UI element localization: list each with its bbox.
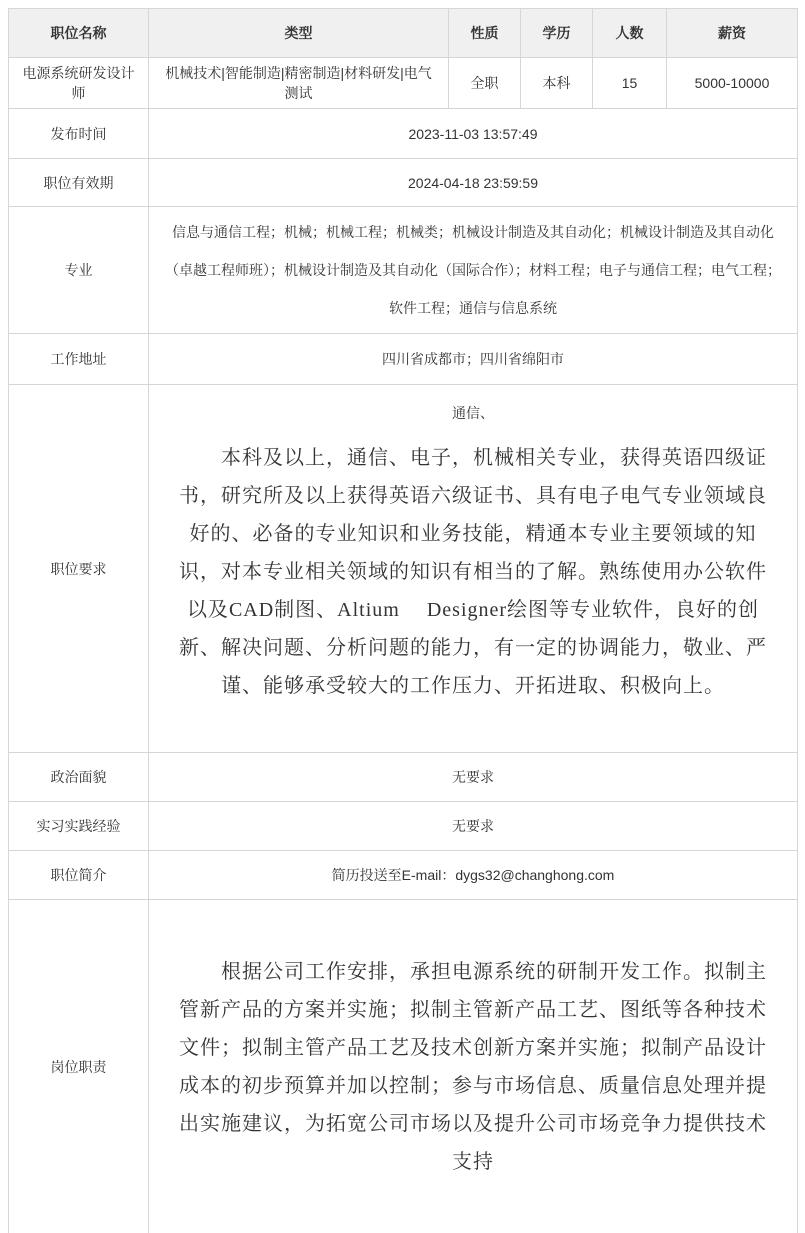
majors-value: 信息与通信工程；机械；机械工程；机械类；机械设计制造及其自动化；机械设计制造及其自动化（卓越工程师班）；机械设计制造及其自动化（国际合作）；材料工程；电子与通信工程；电气工程；软件工程；通信与信息系统 <box>149 207 798 334</box>
internship-experience-label: 实习实践经验 <box>9 802 149 851</box>
requirements-row <box>9 385 798 753</box>
job-detail-table <box>8 8 798 1233</box>
political-status-value: 无要求 <box>149 753 798 802</box>
duties-body-text: 根据公司工作安排，承担电源系统的研制开发工作。拟制主管新产品的方案并实施；拟制主管新产品工艺、图纸等各种技术文件；拟制主管产品工艺及技术创新方案并实施；拟制产品设计成本的初步预算并加以控制；参与市场信息、质量信息处理并提出实施建议，为拓宽公司市场以及提升公司市场竞争力提供技术支持 <box>179 960 767 1173</box>
job-title-value: 电源系统研发设计师 <box>9 58 149 109</box>
job-type-value: 机械技术|智能制造|精密制造|材料研发|电气测试 <box>149 58 449 109</box>
job-brief-value: 简历投送至E-mail：dygs32@changhong.com <box>149 851 798 900</box>
requirements-body-text: 本科及以上，通信、电子，机械相关专业，获得英语四级证书，研究所及以上获得英语六级证书、具有电子电气专业领域良好的、必备的专业知识和业务技能，精通本专业主要领域的知识，对本专业相关领域的知识有相当的了解。熟练使用办公软件以及CAD制图、Altium Designer绘图等专业软件，良好的创新、解决问题、分析问题的能力，有一定的协调能力，敬业、严谨、能够承受较大的工作压力、开拓进取、积极向上。 <box>179 447 767 697</box>
header-cell-headcount: 人数 <box>593 9 667 58</box>
header-cell-job-title: 职位名称 <box>9 9 149 58</box>
work-location-row <box>9 334 798 385</box>
internship-experience-row <box>9 802 798 851</box>
duties-value <box>149 900 798 1233</box>
valid-until-value: 2024-04-18 23:59:59 <box>149 159 798 207</box>
work-location-value: 四川省成都市；四川省绵阳市 <box>149 334 798 385</box>
job-headcount-value: 15 <box>593 58 667 109</box>
internship-experience-value: 无要求 <box>149 802 798 851</box>
duties-label: 岗位职责 <box>9 900 149 1233</box>
political-status-label: 政治面貌 <box>9 753 149 802</box>
work-location-label: 工作地址 <box>9 334 149 385</box>
duties-row <box>9 900 798 1233</box>
header-cell-education: 学历 <box>521 9 593 58</box>
job-education-value: 本科 <box>521 58 593 109</box>
majors-row <box>9 207 798 334</box>
publish-time-label: 发布时间 <box>9 109 149 159</box>
job-brief-row <box>9 851 798 900</box>
table-header-row <box>9 9 798 58</box>
header-cell-nature: 性质 <box>449 9 521 58</box>
publish-time-row <box>9 109 798 159</box>
requirements-label: 职位要求 <box>9 385 149 753</box>
requirements-intro-text: 通信、 <box>452 405 494 421</box>
valid-until-label: 职位有效期 <box>9 159 149 207</box>
job-nature-value: 全职 <box>449 58 521 109</box>
job-salary-value: 5000-10000 <box>667 58 798 109</box>
job-brief-label: 职位简介 <box>9 851 149 900</box>
publish-time-value: 2023-11-03 13:57:49 <box>149 109 798 159</box>
header-cell-type: 类型 <box>149 9 449 58</box>
political-status-row <box>9 753 798 802</box>
header-cell-salary: 薪资 <box>667 9 798 58</box>
valid-until-row <box>9 159 798 207</box>
requirements-value <box>149 385 798 753</box>
majors-label: 专业 <box>9 207 149 334</box>
job-summary-row <box>9 58 798 109</box>
